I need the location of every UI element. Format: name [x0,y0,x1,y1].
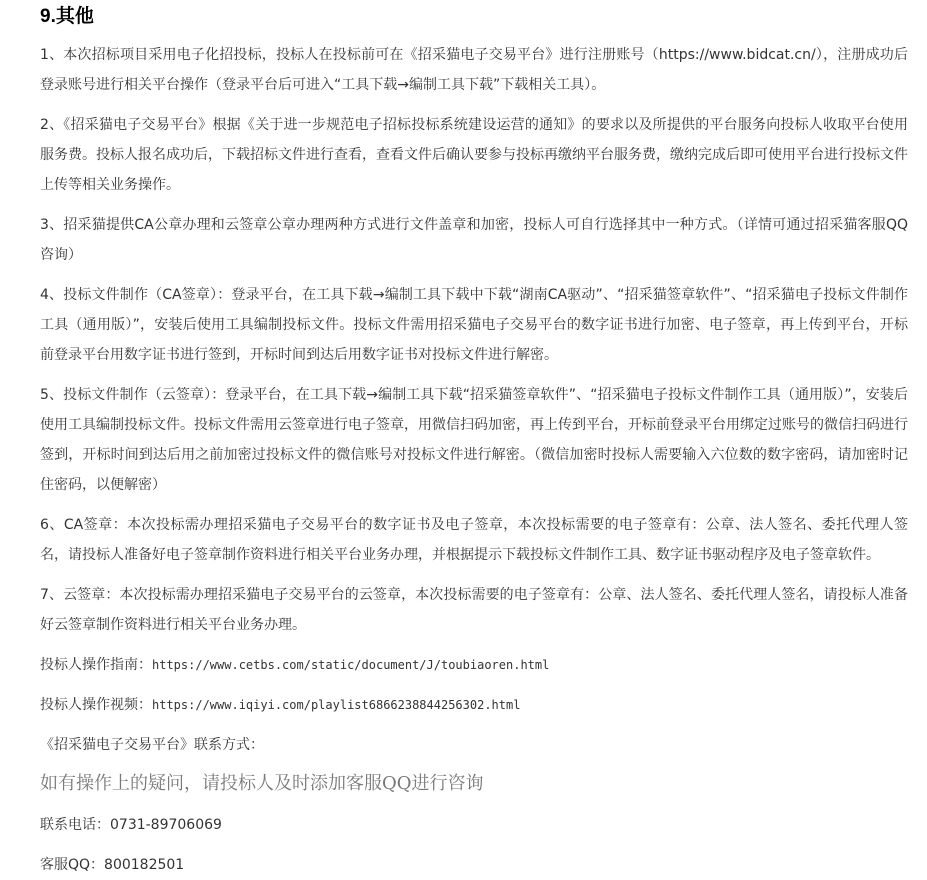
item-5: 5、投标文件制作（云签章）：登录平台，在工具下载→编制工具下载“招采猫签章软件”、“招采猫电子投标文件制作工具（通用版）”，安装后使用工具编制投标文件。投标文件需用云签章进行电子签章，用微信扫码加密，再上传到平台，开标前登录平台用绑定过账号的微信扫码进行签到，开标时间到达后用之前加密过投标文件的微信账号对投标文件进行解密。（微信加密时投标人需要输入六位数的数字密码，请加密时记住密码，以便解密） [40,387,908,493]
video-link[interactable]: https://www.iqiyi.com/playlist6866238844256302.html [152,698,521,712]
document-body [40,0,908,880]
item-2: 2、《招采猫电子交易平台》根据《关于进一步规范电子招标投标系统建设运营的通知》的要求以及所提供的平台服务向投标人收取平台使用服务费。投标人报名成功后，下载招标文件进行查看，查看文件后确认要参与投标再缴纳平台服务费，缴纳完成后即可使用平台进行投标文件上传等相关业务操作。 [40,117,908,193]
phone-label: 联系电话： [40,817,110,833]
guide-link[interactable]: https://www.cetbs.com/static/document/J/toubiaoren.html [152,658,550,672]
guide-label: 投标人操作指南： [40,657,152,673]
guide-line [40,650,908,680]
phone-number: 0731-89706069 [110,817,222,833]
video-label: 投标人操作视频： [40,697,152,713]
video-line [40,690,908,720]
qq-number: 800182501 [104,857,185,873]
qq-label: 客服QQ： [40,857,105,873]
item-3: 3、招采猫提供CA公章办理和云签章公章办理两种方式进行文件盖章和加密，投标人可自行选择其中一种方式。（详情可通过招采猫客服QQ咨询） [40,217,908,263]
item-6: 6、CA签章：本次投标需办理招采猫电子交易平台的数字证书及电子签章，本次投标需要的电子签章有：公章、法人签名、委托代理人签名，请投标人准备好电子签章制作资料进行相关平台业务办理，并根据提示下载投标文件制作工具、数字证书驱动程序及电子签章软件。 [40,517,908,563]
phone-line [40,810,908,840]
contact-heading: 《招采猫电子交易平台》联系方式： [40,737,264,753]
qq-notice: 如有操作上的疑问，请投标人及时添加客服QQ进行咨询 [40,773,484,794]
item-1: 1、本次招标项目采用电子化招投标，投标人在投标前可在《招采猫电子交易平台》进行注册账号（https://www.bidcat.cn/），注册成功后登录账号进行相关平台操作（登录平台后可进入“工具下载→编制工具下载”下载相关工具）。 [40,47,908,93]
item-4: 4、投标文件制作（CA签章）：登录平台，在工具下载→编制工具下载中下载“湖南CA驱动”、“招采猫签章软件”、“招采猫电子投标文件制作工具（通用版）”，安装后使用工具编制投标文件。投标文件需用招采猫电子交易平台的数字证书进行加密、电子签章，再上传到平台，开标前登录平台用数字证书进行签到，开标时间到达后用数字证书对投标文件进行解密。 [40,287,908,363]
qq-line [40,850,908,880]
item-7: 7、云签章：本次投标需办理招采猫电子交易平台的云签章，本次投标需要的电子签章有：公章、法人签名、委托代理人签名，请投标人准备好云签章制作资料进行相关平台业务办理。 [40,587,908,633]
section-title: 9.其他 [40,6,94,27]
